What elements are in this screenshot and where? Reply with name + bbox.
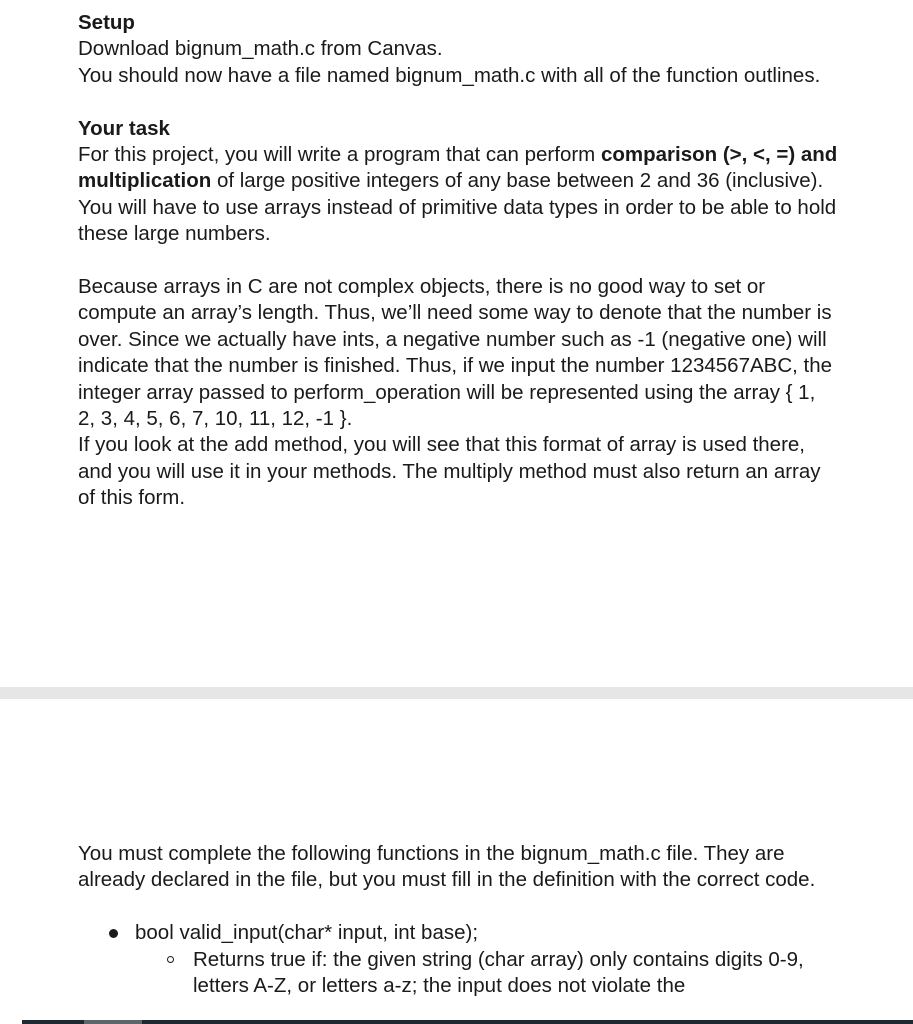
function-description: Returns true if: the given string (char array) only contains digits 0-9, letters A-Z, or letters a-z; the input does not violate the	[193, 947, 804, 998]
bottom-scrollbar[interactable]	[22, 1020, 913, 1024]
page-2-content	[78, 841, 838, 999]
task-p1-bold: comparison (>, <, =) and multiplication	[78, 143, 838, 193]
bullet-dot	[109, 929, 118, 938]
bullet-circle	[167, 956, 174, 963]
page-separator	[0, 687, 913, 699]
scrollbar-thumb[interactable]	[84, 1020, 142, 1024]
task-paragraph-1	[78, 142, 838, 248]
functions-list	[78, 920, 838, 999]
task-p1-text-before: For this project, you will write a program that can perform	[78, 143, 601, 167]
task-paragraph-2: Because arrays in C are not complex objects, there is no good way to set or compute an array’s length. Thus, we’ll need some way to denote that the number is over. Since we actually have ints, a negative number such as -1 (negative one) will indicate that the number is finished. Thus, if we input the number 1234567ABC, the integer array passed to perform_operation will be represented using the array { 1, 2, 3, 4, 5, 6, 7, 10, 11, 12, -1 }.	[78, 275, 833, 431]
document-page-2	[0, 699, 913, 1024]
list-item	[78, 920, 838, 999]
list-item	[78, 947, 838, 1000]
function-sublist	[135, 947, 838, 1000]
setup-heading: Setup	[78, 11, 135, 34]
setup-line-download: Download bignum_math.c from Canvas.	[78, 37, 443, 61]
task-paragraph-3: If you look at the add method, you will see that this format of array is used there, and you will use it in your methods. The multiply method must also return an array of this form.	[78, 433, 821, 510]
task-p1-text-after: of large positive integers of any base between 2 and 36 (inclusive). You will have to use arrays instead of primitive data types in order to be able to hold these large numbers.	[78, 169, 837, 246]
function-signature: bool valid_input(char* input, int base);	[135, 921, 479, 945]
task-heading: Your task	[78, 116, 170, 140]
setup-line-file: You should now have a file named bignum_math.c with all of the function outlines.	[78, 63, 821, 87]
page-1-content	[78, 10, 838, 512]
functions-intro: You must complete the following functions in the bignum_math.c file. They are already declared in the file, but you must fill in the definition with the correct code.	[78, 842, 816, 892]
